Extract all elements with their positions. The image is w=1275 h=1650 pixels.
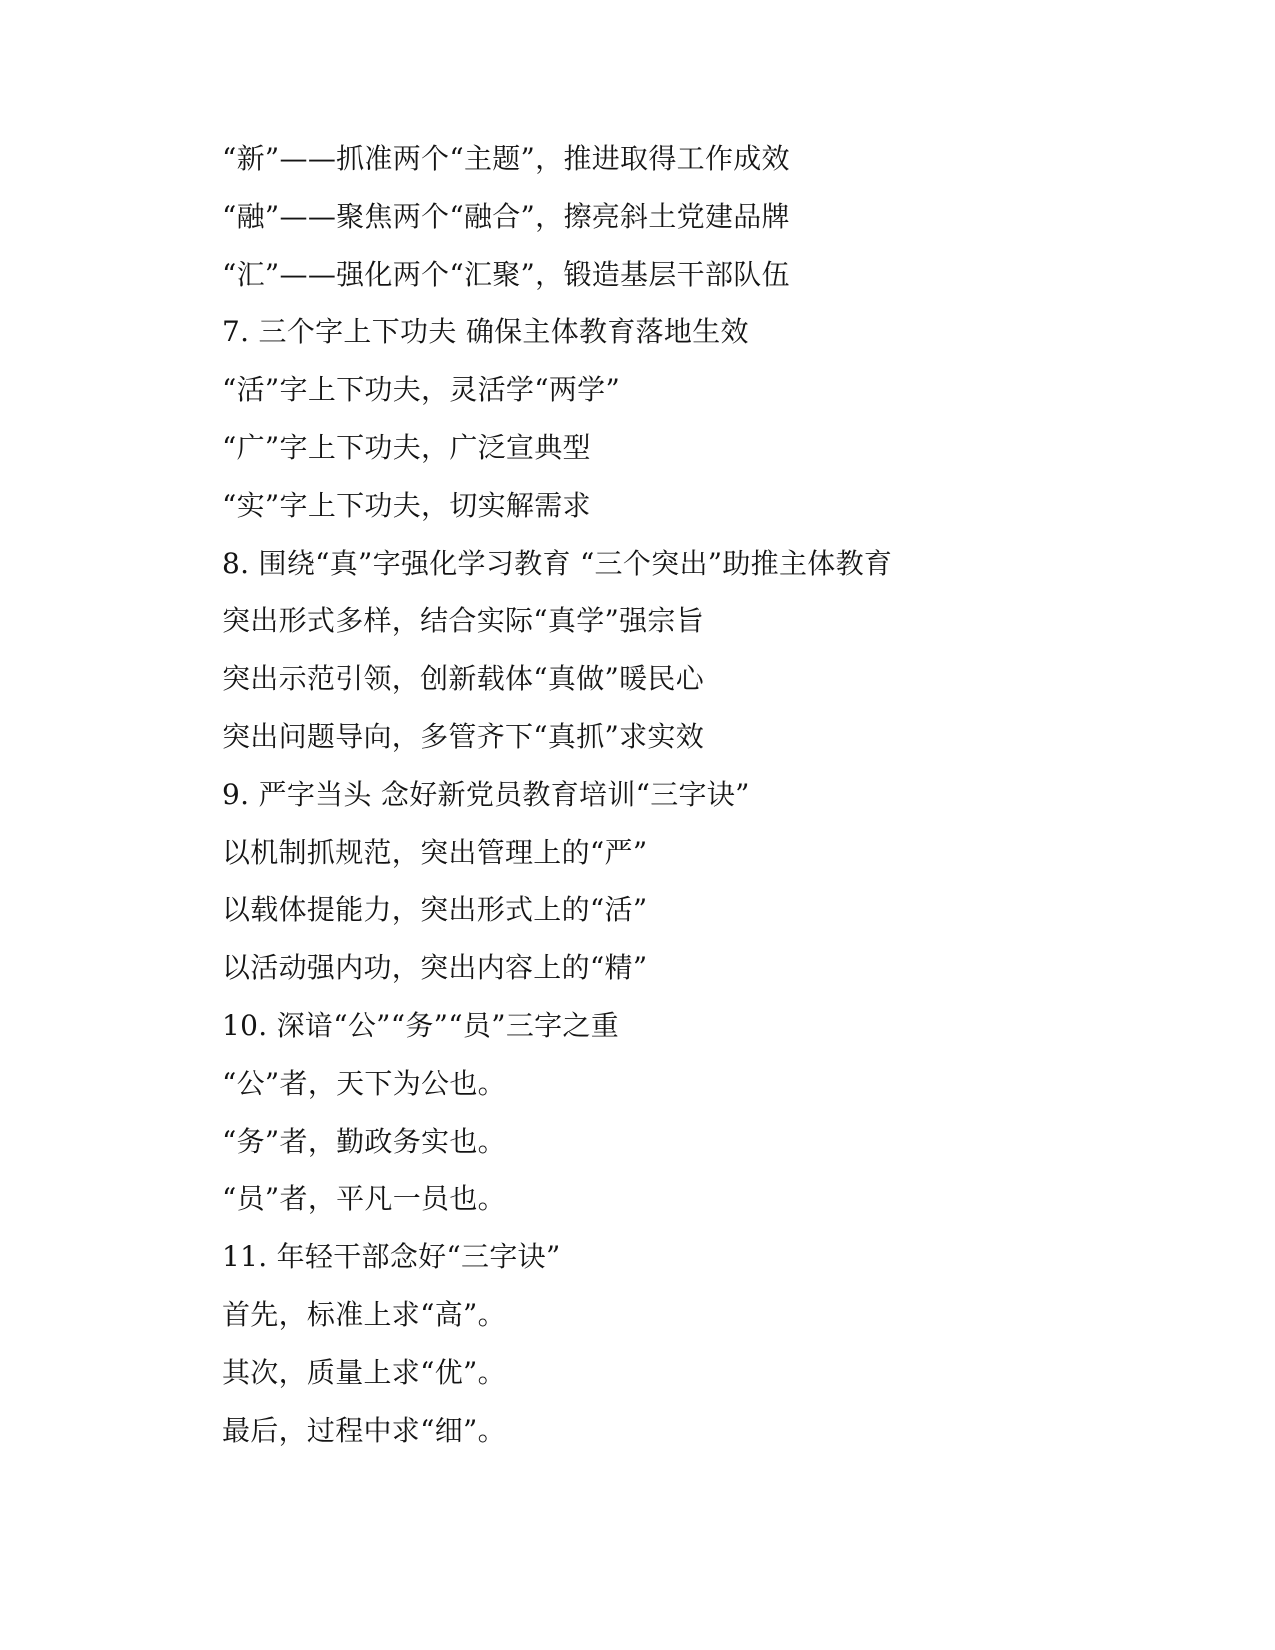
text-line: “活”字上下功夫，灵活学“两学” (222, 373, 621, 407)
section-heading: 9. 严字当头 念好新党员教育培训“三字诀” (222, 777, 750, 811)
text-line: “广”字上下功夫，广泛宣典型 (222, 430, 591, 464)
text-line: 以机制抓规范，突出管理上的“严” (222, 835, 648, 869)
section-heading: 11. 年轻干部念好“三字诀” (222, 1240, 561, 1274)
section-heading: 10. 深谙“公”“务”“员”三字之重 (222, 1008, 620, 1042)
text-line: 突出问题导向，多管齐下“真抓”求实效 (222, 719, 705, 753)
text-line: “务”者，勤政务实也。 (222, 1124, 506, 1158)
section-heading: 7. 三个字上下功夫 确保主体教育落地生效 (222, 315, 749, 349)
section-heading: 8. 围绕“真”字强化学习教育 “三个突出”助推主体教育 (222, 546, 893, 580)
text-line: “员”者，平凡一员也。 (222, 1182, 506, 1216)
text-line: 最后，过程中求“细”。 (222, 1413, 506, 1447)
text-line: 以活动强内功，突出内容上的“精” (222, 951, 648, 985)
text-line: “公”者，天下为公也。 (222, 1066, 506, 1100)
text-line: 突出示范引领，创新载体“真做”暖民心 (222, 662, 705, 696)
text-line: 突出形式多样，结合实际“真学”强宗旨 (222, 604, 705, 638)
text-line: 以载体提能力，突出形式上的“活” (222, 893, 648, 927)
text-line: “实”字上下功夫，切实解需求 (222, 488, 591, 522)
text-line: 首先，标准上求“高”。 (222, 1297, 506, 1331)
text-line: “新”——抓准两个“主题”，推进取得工作成效 (222, 142, 790, 175)
text-line: “汇”——强化两个“汇聚”，锻造基层干部队伍 (222, 257, 790, 291)
document-body (222, 136, 1122, 1465)
text-line: “融”——聚焦两个“融合”，擦亮斜土党建品牌 (222, 199, 790, 233)
text-line: 其次，质量上求“优”。 (222, 1355, 506, 1389)
